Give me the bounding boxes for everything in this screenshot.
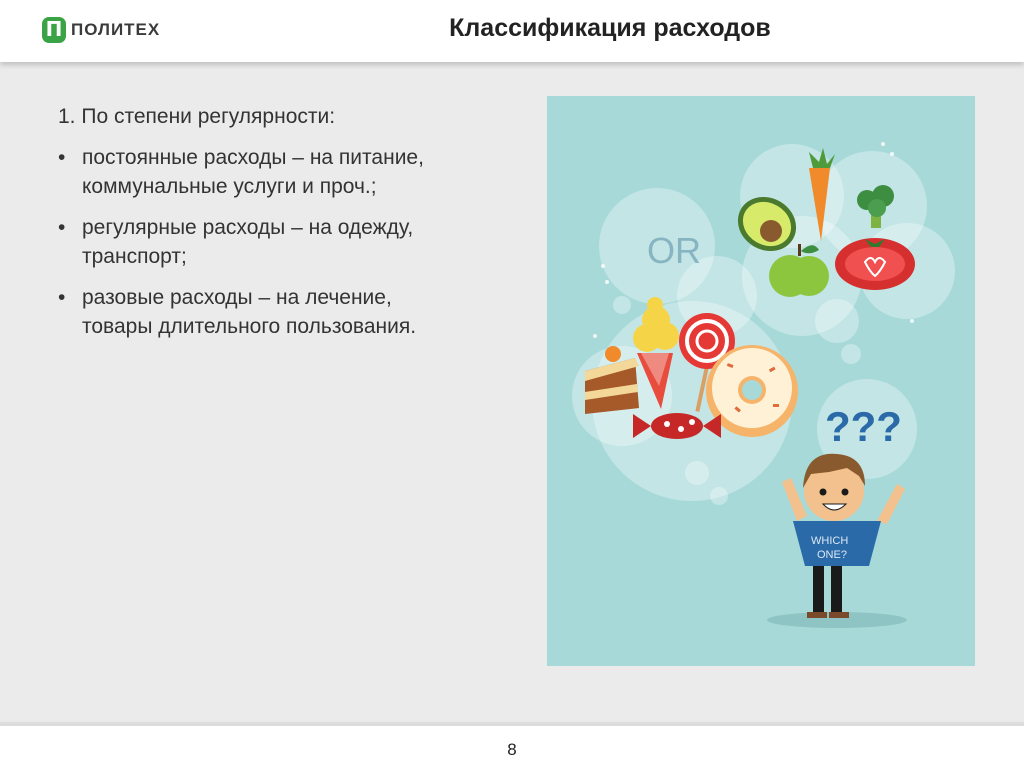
section-heading: 1. По степени регулярности: [58,105,336,128]
tomato-icon [835,238,915,290]
logo [42,15,160,45]
illustration-svg [547,96,975,666]
page-number: 8 [507,740,517,759]
slide-body [0,62,1024,722]
header [0,0,1024,62]
bullet-dot: • [58,216,66,239]
bullet-text: регулярные расходы – на одежду, транспорт; [82,216,414,268]
question-marks-icon: ??? [825,403,902,450]
boy-figure [767,454,907,628]
bullet-text: постоянные расходы – на питание, коммунальные услуги и проч.; [82,146,424,198]
bullet-item [58,143,458,201]
text-block [58,102,458,353]
slide-title: Классификация расходов [449,14,771,42]
bullet-text: разовые расходы – на лечение, товары длительного пользования. [82,286,417,338]
bullet-item [58,283,458,341]
logo-text: ПОЛИТЕХ [71,20,161,39]
bullet-dot: • [58,286,66,309]
shirt-text-line2: ONE? [817,549,847,561]
or-label: OR [647,230,701,271]
footer-divider [0,722,1024,726]
shirt-text-line1: WHICH [811,535,849,547]
footer [0,722,1024,767]
bullet-item [58,213,458,271]
bullet-dot: • [58,146,66,169]
logo-icon: П [42,17,66,43]
illustration [547,96,975,666]
